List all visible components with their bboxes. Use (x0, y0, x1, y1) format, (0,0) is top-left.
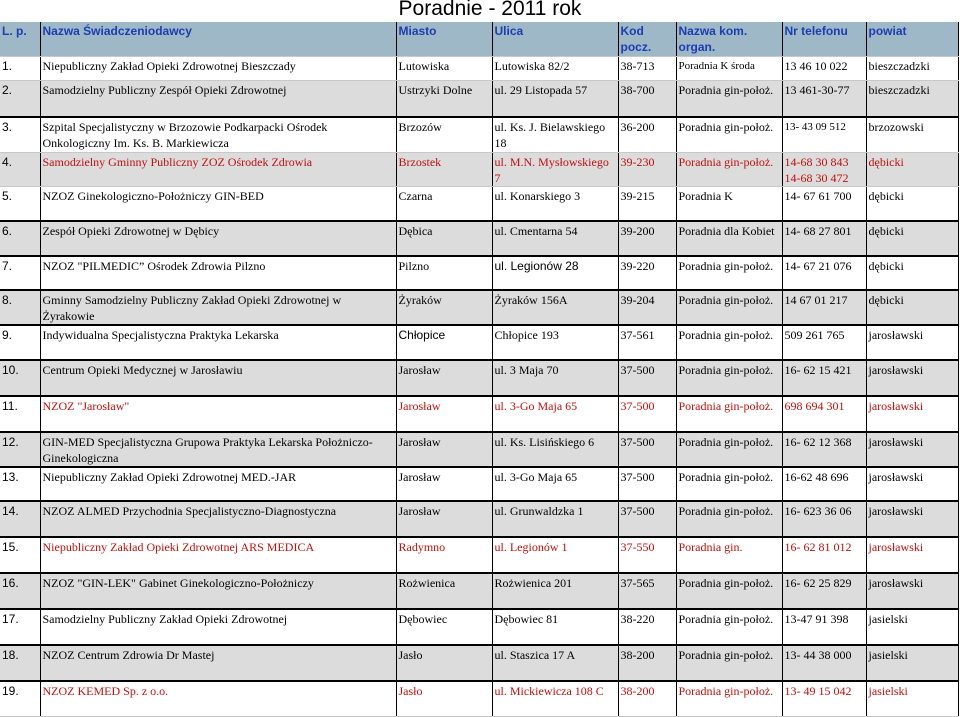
cell-phone: 14-68 30 843 14-68 30 472 (782, 153, 866, 187)
cell-street: ul. 3-Go Maja 65 (492, 396, 618, 432)
cell-city: Dębowiec (396, 609, 492, 645)
cell-phone: 14- 67 21 076 (782, 256, 866, 290)
cell-city: Chłopice (396, 325, 492, 360)
cell-name: Zespół Opieki Zdrowotnej w Dębicy (40, 221, 396, 256)
cell-unit: Poradnia gin-położ. (676, 290, 782, 325)
cell-name: GIN-MED Specjalistyczna Grupowa Praktyka Lekarska Położniczo-Ginekologiczna (40, 432, 396, 467)
cell-code: 37-565 (618, 573, 676, 609)
cell-unit: Poradnia gin-położ. (676, 645, 782, 681)
cell-code: 39-230 (618, 153, 676, 187)
cell-county: dębicki (866, 256, 958, 290)
cell-city: Jarosław (396, 501, 492, 537)
table-row (0, 681, 958, 717)
cell-unit: Poradnia gin-położ. (676, 325, 782, 360)
cell-phone: 13 461-30-77 (782, 81, 866, 117)
cell-unit: Poradnia gin. (676, 537, 782, 573)
page-title: Poradnie - 2011 rok (398, 0, 582, 20)
cell-county: jasielski (866, 681, 958, 717)
cell-phone: 698 694 301 (782, 396, 866, 432)
cell-name: Niepubliczny Zakład Opieki Zdrowotnej Bieszczady (40, 57, 396, 81)
cell-lp: 19. (0, 681, 40, 717)
cell-name: NZOZ "PILMEDIC” Ośrodek Zdrowia Pilzno (40, 256, 396, 290)
cell-street: Dębowiec 81 (492, 609, 618, 645)
cell-county: brzozowski (866, 117, 958, 153)
cell-county: dębicki (866, 221, 958, 256)
cell-name: Gminny Samodzielny Publiczny Zakład Opieki Zdrowotnej w Żyrakowie (40, 290, 396, 325)
cell-unit: Poradnia gin-położ. (676, 432, 782, 467)
cell-city: Radymno (396, 537, 492, 573)
cell-lp: 1. (0, 57, 40, 81)
cell-phone: 14- 68 27 801 (782, 221, 866, 256)
table-row (0, 57, 958, 81)
cell-county: jarosławski (866, 432, 958, 467)
cell-name: Szpital Specjalistyczny w Brzozowie Podkarpacki Ośrodek Onkologiczny Im. Ks. B. Markiewicza (40, 117, 396, 153)
cell-name: NZOZ ALMED Przychodnia Specjalistyczno-Diagnostyczna (40, 501, 396, 537)
header-name: Nazwa Świadczeniodawcy (40, 22, 396, 57)
cell-county: dębicki (866, 187, 958, 221)
cell-name: NZOZ KEMED Sp. z o.o. (40, 681, 396, 717)
cell-code: 38-700 (618, 81, 676, 117)
table-row (0, 117, 958, 153)
cell-county: jarosławski (866, 537, 958, 573)
cell-unit: Poradnia gin-położ. (676, 609, 782, 645)
table-row (0, 360, 958, 396)
cell-name: Samodzielny Publiczny Zakład Opieki Zdrowotnej (40, 609, 396, 645)
cell-name: NZOZ Ginekologiczno-Położniczy GIN-BED (40, 187, 396, 221)
cell-street: ul. Ks. J. Bielawskiego 18 (492, 117, 618, 153)
cell-county: bieszczadzki (866, 57, 958, 81)
cell-unit: Poradnia K (676, 187, 782, 221)
table-row (0, 256, 958, 290)
cell-lp: 13. (0, 467, 40, 501)
cell-county: jarosławski (866, 325, 958, 360)
cell-county: jarosławski (866, 360, 958, 396)
cell-code: 37-500 (618, 432, 676, 467)
cell-lp: 17. (0, 609, 40, 645)
cell-phone: 509 261 765 (782, 325, 866, 360)
cell-unit: Poradnia gin-położ. (676, 573, 782, 609)
cell-city: Dębica (396, 221, 492, 256)
cell-name: Niepubliczny Zakład Opieki Zdrowotnej ARS MEDICA (40, 537, 396, 573)
clinics-table (0, 22, 959, 717)
cell-lp: 10. (0, 360, 40, 396)
cell-phone: 14 67 01 217 (782, 290, 866, 325)
header-code: Kod pocz. (618, 22, 676, 57)
cell-code: 39-215 (618, 187, 676, 221)
cell-phone: 13- 44 38 000 (782, 645, 866, 681)
cell-phone: 16-62 48 696 (782, 467, 866, 501)
cell-code: 39-204 (618, 290, 676, 325)
cell-code: 39-220 (618, 256, 676, 290)
table-row (0, 573, 958, 609)
cell-city: Jarosław (396, 360, 492, 396)
table-row (0, 501, 958, 537)
cell-city: Brzostek (396, 153, 492, 187)
table-row (0, 432, 958, 467)
cell-lp: 7. (0, 256, 40, 290)
cell-county: dębicki (866, 290, 958, 325)
cell-code: 37-500 (618, 467, 676, 501)
cell-code: 38-220 (618, 609, 676, 645)
cell-name: Samodzielny Publiczny Zespół Opieki Zdrowotnej (40, 81, 396, 117)
cell-unit: Poradnia gin-położ. (676, 396, 782, 432)
cell-unit: Poradnia gin-położ. (676, 153, 782, 187)
cell-name: NZOZ Centrum Zdrowia Dr Mastej (40, 645, 396, 681)
cell-city: Jarosław (396, 432, 492, 467)
cell-street: ul. Cmentarna 54 (492, 221, 618, 256)
cell-lp: 8. (0, 290, 40, 325)
table-row (0, 537, 958, 573)
cell-lp: 18. (0, 645, 40, 681)
cell-lp: 3. (0, 117, 40, 153)
cell-lp: 9. (0, 325, 40, 360)
cell-lp: 6. (0, 221, 40, 256)
cell-lp: 14. (0, 501, 40, 537)
header-phone: Nr telefonu (782, 22, 866, 57)
cell-unit: Poradnia gin-położ. (676, 501, 782, 537)
header-county: powiat (866, 22, 958, 57)
cell-code: 37-500 (618, 396, 676, 432)
cell-city: Pilzno (396, 256, 492, 290)
table-row (0, 290, 958, 325)
cell-street: ul. 3-Go Maja 65 (492, 467, 618, 501)
cell-county: jasielski (866, 645, 958, 681)
cell-phone: 13- 43 09 512 (782, 117, 866, 153)
header-lp: L. p. (0, 22, 40, 57)
cell-street: Chłopice 193 (492, 325, 618, 360)
table-row (0, 325, 958, 360)
cell-county: jarosławski (866, 573, 958, 609)
cell-name: NZOZ "Jarosław" (40, 396, 396, 432)
cell-code: 37-550 (618, 537, 676, 573)
table-row (0, 187, 958, 221)
cell-code: 38-200 (618, 645, 676, 681)
table-row (0, 153, 958, 187)
cell-street: ul. 29 Listopada 57 (492, 81, 618, 117)
cell-city: Ustrzyki Dolne (396, 81, 492, 117)
cell-county: jarosławski (866, 501, 958, 537)
cell-phone: 16- 62 81 012 (782, 537, 866, 573)
cell-street: ul. Staszica 17 A (492, 645, 618, 681)
cell-city: Rożwienica (396, 573, 492, 609)
cell-street: ul. 3 Maja 70 (492, 360, 618, 396)
cell-name: Centrum Opieki Medycznej w Jarosławiu (40, 360, 396, 396)
cell-city: Jasło (396, 645, 492, 681)
cell-lp: 2. (0, 81, 40, 117)
cell-unit: Poradnia gin-położ. (676, 681, 782, 717)
cell-county: dębicki (866, 153, 958, 187)
cell-phone: 13 46 10 022 (782, 57, 866, 81)
cell-phone: 14- 67 61 700 (782, 187, 866, 221)
cell-street: ul. Konarskiego 3 (492, 187, 618, 221)
cell-phone: 16- 62 12 368 (782, 432, 866, 467)
cell-lp: 12. (0, 432, 40, 467)
cell-city: Czarna (396, 187, 492, 221)
cell-unit: Poradnia gin-położ. (676, 256, 782, 290)
table-row (0, 609, 958, 645)
cell-code: 38-713 (618, 57, 676, 81)
cell-county: jarosławski (866, 396, 958, 432)
header-unit: Nazwa kom. organ. (676, 22, 782, 57)
cell-code: 38-200 (618, 681, 676, 717)
cell-city: Lutowiska (396, 57, 492, 81)
cell-phone: 16- 62 15 421 (782, 360, 866, 396)
table-row (0, 645, 958, 681)
table-header-row (0, 22, 958, 57)
header-street: Ulica (492, 22, 618, 57)
cell-county: bieszczadzki (866, 81, 958, 117)
cell-unit: Poradnia dla Kobiet (676, 221, 782, 256)
cell-unit: Poradnia K środa (676, 57, 782, 81)
cell-unit: Poradnia gin-położ. (676, 81, 782, 117)
cell-unit: Poradnia gin-położ. (676, 360, 782, 396)
cell-code: 37-500 (618, 360, 676, 396)
cell-phone: 13-47 91 398 (782, 609, 866, 645)
cell-county: jasielski (866, 609, 958, 645)
cell-street: ul. M.N. Mysłowskiego 7 (492, 153, 618, 187)
cell-lp: 15. (0, 537, 40, 573)
table-row (0, 396, 958, 432)
cell-city: Żyraków (396, 290, 492, 325)
cell-street: ul. Ks. Lisińskiego 6 (492, 432, 618, 467)
cell-lp: 4. (0, 153, 40, 187)
table-row (0, 81, 958, 117)
table-row (0, 467, 958, 501)
table-row (0, 221, 958, 256)
cell-county: jarosławski (866, 467, 958, 501)
cell-code: 37-561 (618, 325, 676, 360)
header-city: Miasto (396, 22, 492, 57)
cell-code: 37-500 (618, 501, 676, 537)
cell-street: Lutowiska 82/2 (492, 57, 618, 81)
cell-city: Jarosław (396, 396, 492, 432)
cell-street: ul. Legionów 28 (492, 256, 618, 290)
cell-phone: 16- 62 25 829 (782, 573, 866, 609)
cell-name: Indywidualna Specjalistyczna Praktyka Lekarska (40, 325, 396, 360)
cell-street: Żyraków 156A (492, 290, 618, 325)
cell-code: 39-200 (618, 221, 676, 256)
cell-phone: 16- 623 36 06 (782, 501, 866, 537)
cell-lp: 11. (0, 396, 40, 432)
cell-unit: Poradnia gin-położ. (676, 467, 782, 501)
cell-name: NZOZ "GIN-LEK" Gabinet Ginekologiczno-Położniczy (40, 573, 396, 609)
cell-name: Niepubliczny Zakład Opieki Zdrowotnej MED.-JAR (40, 467, 396, 501)
cell-street: ul. Legionów 1 (492, 537, 618, 573)
cell-name: Samodzielny Gminny Publiczny ZOZ Ośrodek Zdrowia (40, 153, 396, 187)
cell-lp: 5. (0, 187, 40, 221)
cell-code: 36-200 (618, 117, 676, 153)
cell-city: Brzozów (396, 117, 492, 153)
cell-street: ul. Mickiewicza 108 C (492, 681, 618, 717)
cell-lp: 16. (0, 573, 40, 609)
cell-city: Jasło (396, 681, 492, 717)
cell-phone: 13- 49 15 042 (782, 681, 866, 717)
cell-street: Rożwienica 201 (492, 573, 618, 609)
cell-unit: Poradnia gin-położ. (676, 117, 782, 153)
cell-street: ul. Grunwaldzka 1 (492, 501, 618, 537)
cell-city: Jarosław (396, 467, 492, 501)
